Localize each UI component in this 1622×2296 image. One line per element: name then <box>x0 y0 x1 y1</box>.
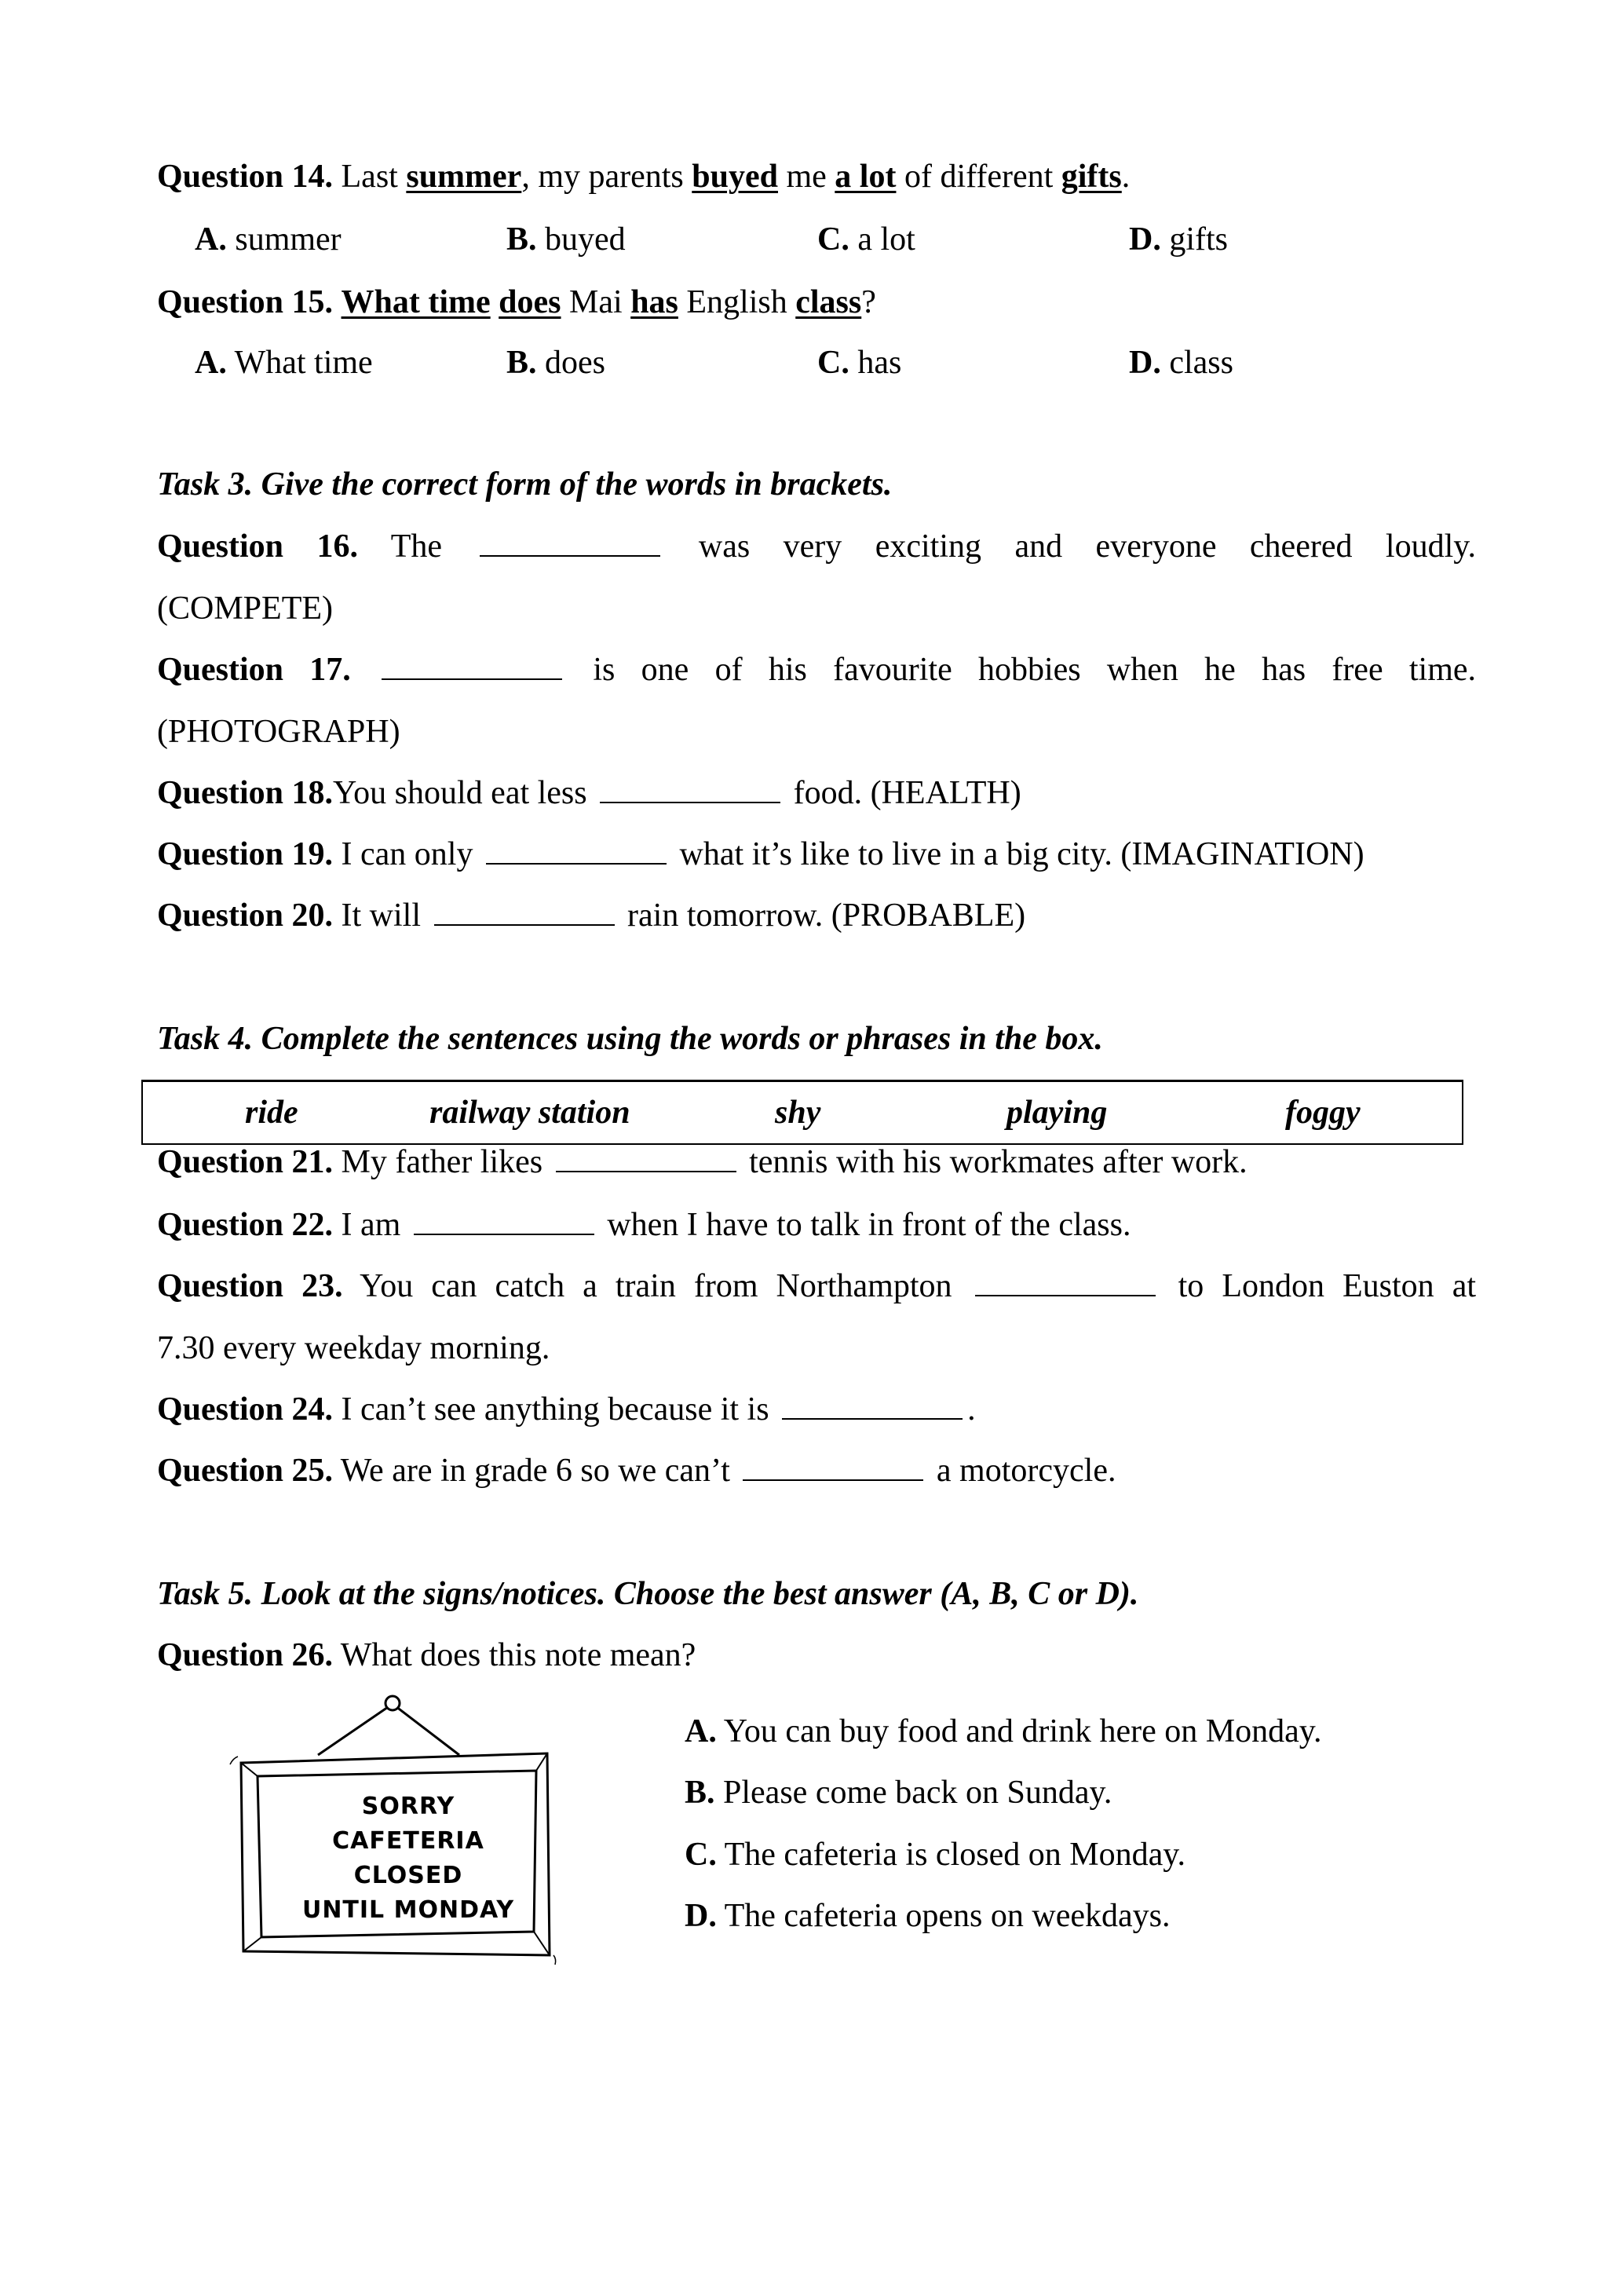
sign-line: UNTIL MONDAY <box>301 1896 515 1924</box>
question-16-hint: (COMPETE) <box>157 590 333 627</box>
box-word: shy <box>775 1095 821 1131</box>
question-15 <box>157 280 1476 324</box>
text: Last <box>341 159 398 195</box>
question-label: Question 26. <box>157 1637 334 1673</box>
option-letter: C. <box>817 221 849 258</box>
answer-blank[interactable] <box>556 1143 736 1172</box>
option-text: The cafeteria is closed on Monday. <box>724 1837 1185 1873</box>
underlined-word: class <box>795 284 862 320</box>
text: I can’t see anything because it is <box>341 1391 769 1428</box>
option-text: has <box>857 345 902 381</box>
option-c[interactable] <box>817 341 901 385</box>
text: My father likes <box>341 1144 543 1180</box>
question-label: Question 22. <box>157 1207 334 1243</box>
text: of different <box>904 159 1054 195</box>
option-letter: B. <box>506 345 537 381</box>
option-text: The cafeteria opens on weekdays. <box>724 1898 1171 1934</box>
question-label: Question 24. <box>157 1391 334 1428</box>
option-letter: D. <box>685 1898 717 1934</box>
question-label: Question 21. <box>157 1144 334 1180</box>
underlined-word: summer <box>406 159 522 195</box>
text: rain tomorrow. (PROBABLE) <box>627 898 1026 934</box>
option-letter: C. <box>817 345 849 381</box>
text: is one of his favourite hobbies when he has free time. <box>593 652 1477 688</box>
option-b[interactable] <box>506 341 605 385</box>
text: tennis with his workmates after work. <box>749 1144 1248 1180</box>
word-box <box>141 1080 1463 1145</box>
text: Mai <box>569 284 623 320</box>
text: was very exciting and everyone cheered loudly. <box>698 528 1477 565</box>
box-word: playing <box>1006 1095 1108 1131</box>
option-text: class <box>1169 345 1233 381</box>
option-text: summer <box>235 221 342 258</box>
option-letter: B. <box>685 1775 715 1811</box>
question-label: Question 18. <box>157 775 334 811</box>
box-word: ride <box>245 1095 298 1131</box>
text: The <box>390 528 442 565</box>
text: food. (HEALTH) <box>793 775 1021 811</box>
task-3-title: Task 3. Give the correct form of the words in brackets. <box>157 466 893 503</box>
underlined-word: has <box>630 284 678 320</box>
question-label: Question 20. <box>157 898 334 934</box>
text: You can catch a train from Northampton <box>360 1268 952 1304</box>
text: . <box>1121 159 1131 195</box>
option-text: does <box>545 345 606 381</box>
option-c[interactable] <box>685 1833 1185 1877</box>
answer-blank[interactable] <box>975 1267 1156 1296</box>
sign-line: CLOSED <box>353 1862 463 1889</box>
text: You should eat less <box>333 775 587 811</box>
option-d[interactable] <box>685 1894 1171 1938</box>
question-label: Question 17. <box>157 652 351 688</box>
option-a[interactable] <box>685 1709 1322 1753</box>
question-17-hint: (PHOTOGRAPH) <box>157 714 400 750</box>
question-label: Question 14. <box>157 159 334 195</box>
option-letter: D. <box>1129 221 1161 258</box>
answer-blank[interactable] <box>600 773 780 803</box>
option-letter: A. <box>195 345 227 381</box>
underlined-word: buyed <box>692 159 778 195</box>
option-letter: A. <box>685 1713 717 1749</box>
sign-line: SORRY <box>361 1793 455 1820</box>
text: when I have to talk in front of the class. <box>607 1207 1131 1243</box>
question-23 <box>157 1264 1476 1308</box>
answer-blank[interactable] <box>414 1205 594 1235</box>
option-d[interactable] <box>1129 341 1233 385</box>
task-4-title: Task 4. Complete the sentences using the words or phrases in the box. <box>157 1021 1103 1057</box>
option-text: You can buy food and drink here on Monday. <box>723 1713 1322 1749</box>
option-b[interactable] <box>506 218 626 261</box>
question-16 <box>157 525 1476 569</box>
text: It will <box>341 898 422 934</box>
question-26 <box>157 1633 1476 1677</box>
box-word: railway station <box>429 1095 630 1131</box>
text: ? <box>861 284 876 320</box>
option-text: a lot <box>857 221 915 258</box>
option-letter: A. <box>195 221 227 258</box>
underlined-word: does <box>499 284 561 320</box>
question-20 <box>157 894 1476 938</box>
question-label: Question 19. <box>157 836 334 872</box>
question-17 <box>157 648 1476 692</box>
text: a motorcycle. <box>936 1453 1116 1489</box>
option-letter: C. <box>685 1837 717 1873</box>
answer-blank[interactable] <box>434 896 615 926</box>
option-d[interactable] <box>1129 218 1228 261</box>
question-22 <box>157 1203 1476 1247</box>
option-text: What time <box>234 345 373 381</box>
task-5-title: Task 5. Look at the signs/notices. Choose the best answer (A, B, C or D). <box>157 1576 1139 1612</box>
question-label: Question 16. <box>157 528 358 565</box>
question-21 <box>157 1140 1476 1184</box>
question-19 <box>157 832 1476 876</box>
option-letter: D. <box>1129 345 1161 381</box>
question-label: Question 25. <box>157 1453 334 1489</box>
cafeteria-sign-image <box>224 1692 593 1979</box>
text: English <box>686 284 787 320</box>
text: I can only <box>341 836 473 872</box>
text: What does this note mean? <box>340 1637 696 1673</box>
option-b[interactable] <box>685 1771 1112 1815</box>
answer-blank[interactable] <box>782 1390 963 1420</box>
question-14 <box>157 155 1476 199</box>
underlined-word: a lot <box>835 159 897 195</box>
text: I am <box>341 1207 401 1243</box>
answer-blank[interactable] <box>480 527 660 557</box>
text: what it’s like to live in a big city. (IMAGINATION) <box>679 836 1364 872</box>
text: , my parents <box>521 159 684 195</box>
question-label: Question 15. <box>157 284 334 320</box>
question-18 <box>157 771 1476 815</box>
text: to London Euston at <box>1178 1268 1477 1304</box>
option-text: gifts <box>1169 221 1229 258</box>
answer-blank[interactable] <box>486 835 667 865</box>
option-text: buyed <box>545 221 626 258</box>
question-25 <box>157 1449 1476 1493</box>
option-text: Please come back on Sunday. <box>723 1775 1112 1811</box>
sign-line: CAFETERIA <box>332 1827 484 1855</box>
option-a[interactable] <box>195 218 342 261</box>
option-a[interactable] <box>195 341 373 385</box>
question-23-continued: 7.30 every weekday morning. <box>157 1330 550 1366</box>
box-word: foggy <box>1285 1095 1361 1131</box>
underlined-word: gifts <box>1061 159 1122 195</box>
text: . <box>967 1391 976 1428</box>
answer-blank[interactable] <box>382 650 562 680</box>
underlined-word: What time <box>341 284 491 320</box>
text: me <box>786 159 827 195</box>
question-24 <box>157 1387 1476 1431</box>
option-c[interactable] <box>817 218 915 261</box>
answer-blank[interactable] <box>743 1451 923 1481</box>
text: We are in grade 6 so we can’t <box>340 1453 730 1489</box>
option-letter: B. <box>506 221 537 258</box>
question-label: Question 23. <box>157 1268 343 1304</box>
